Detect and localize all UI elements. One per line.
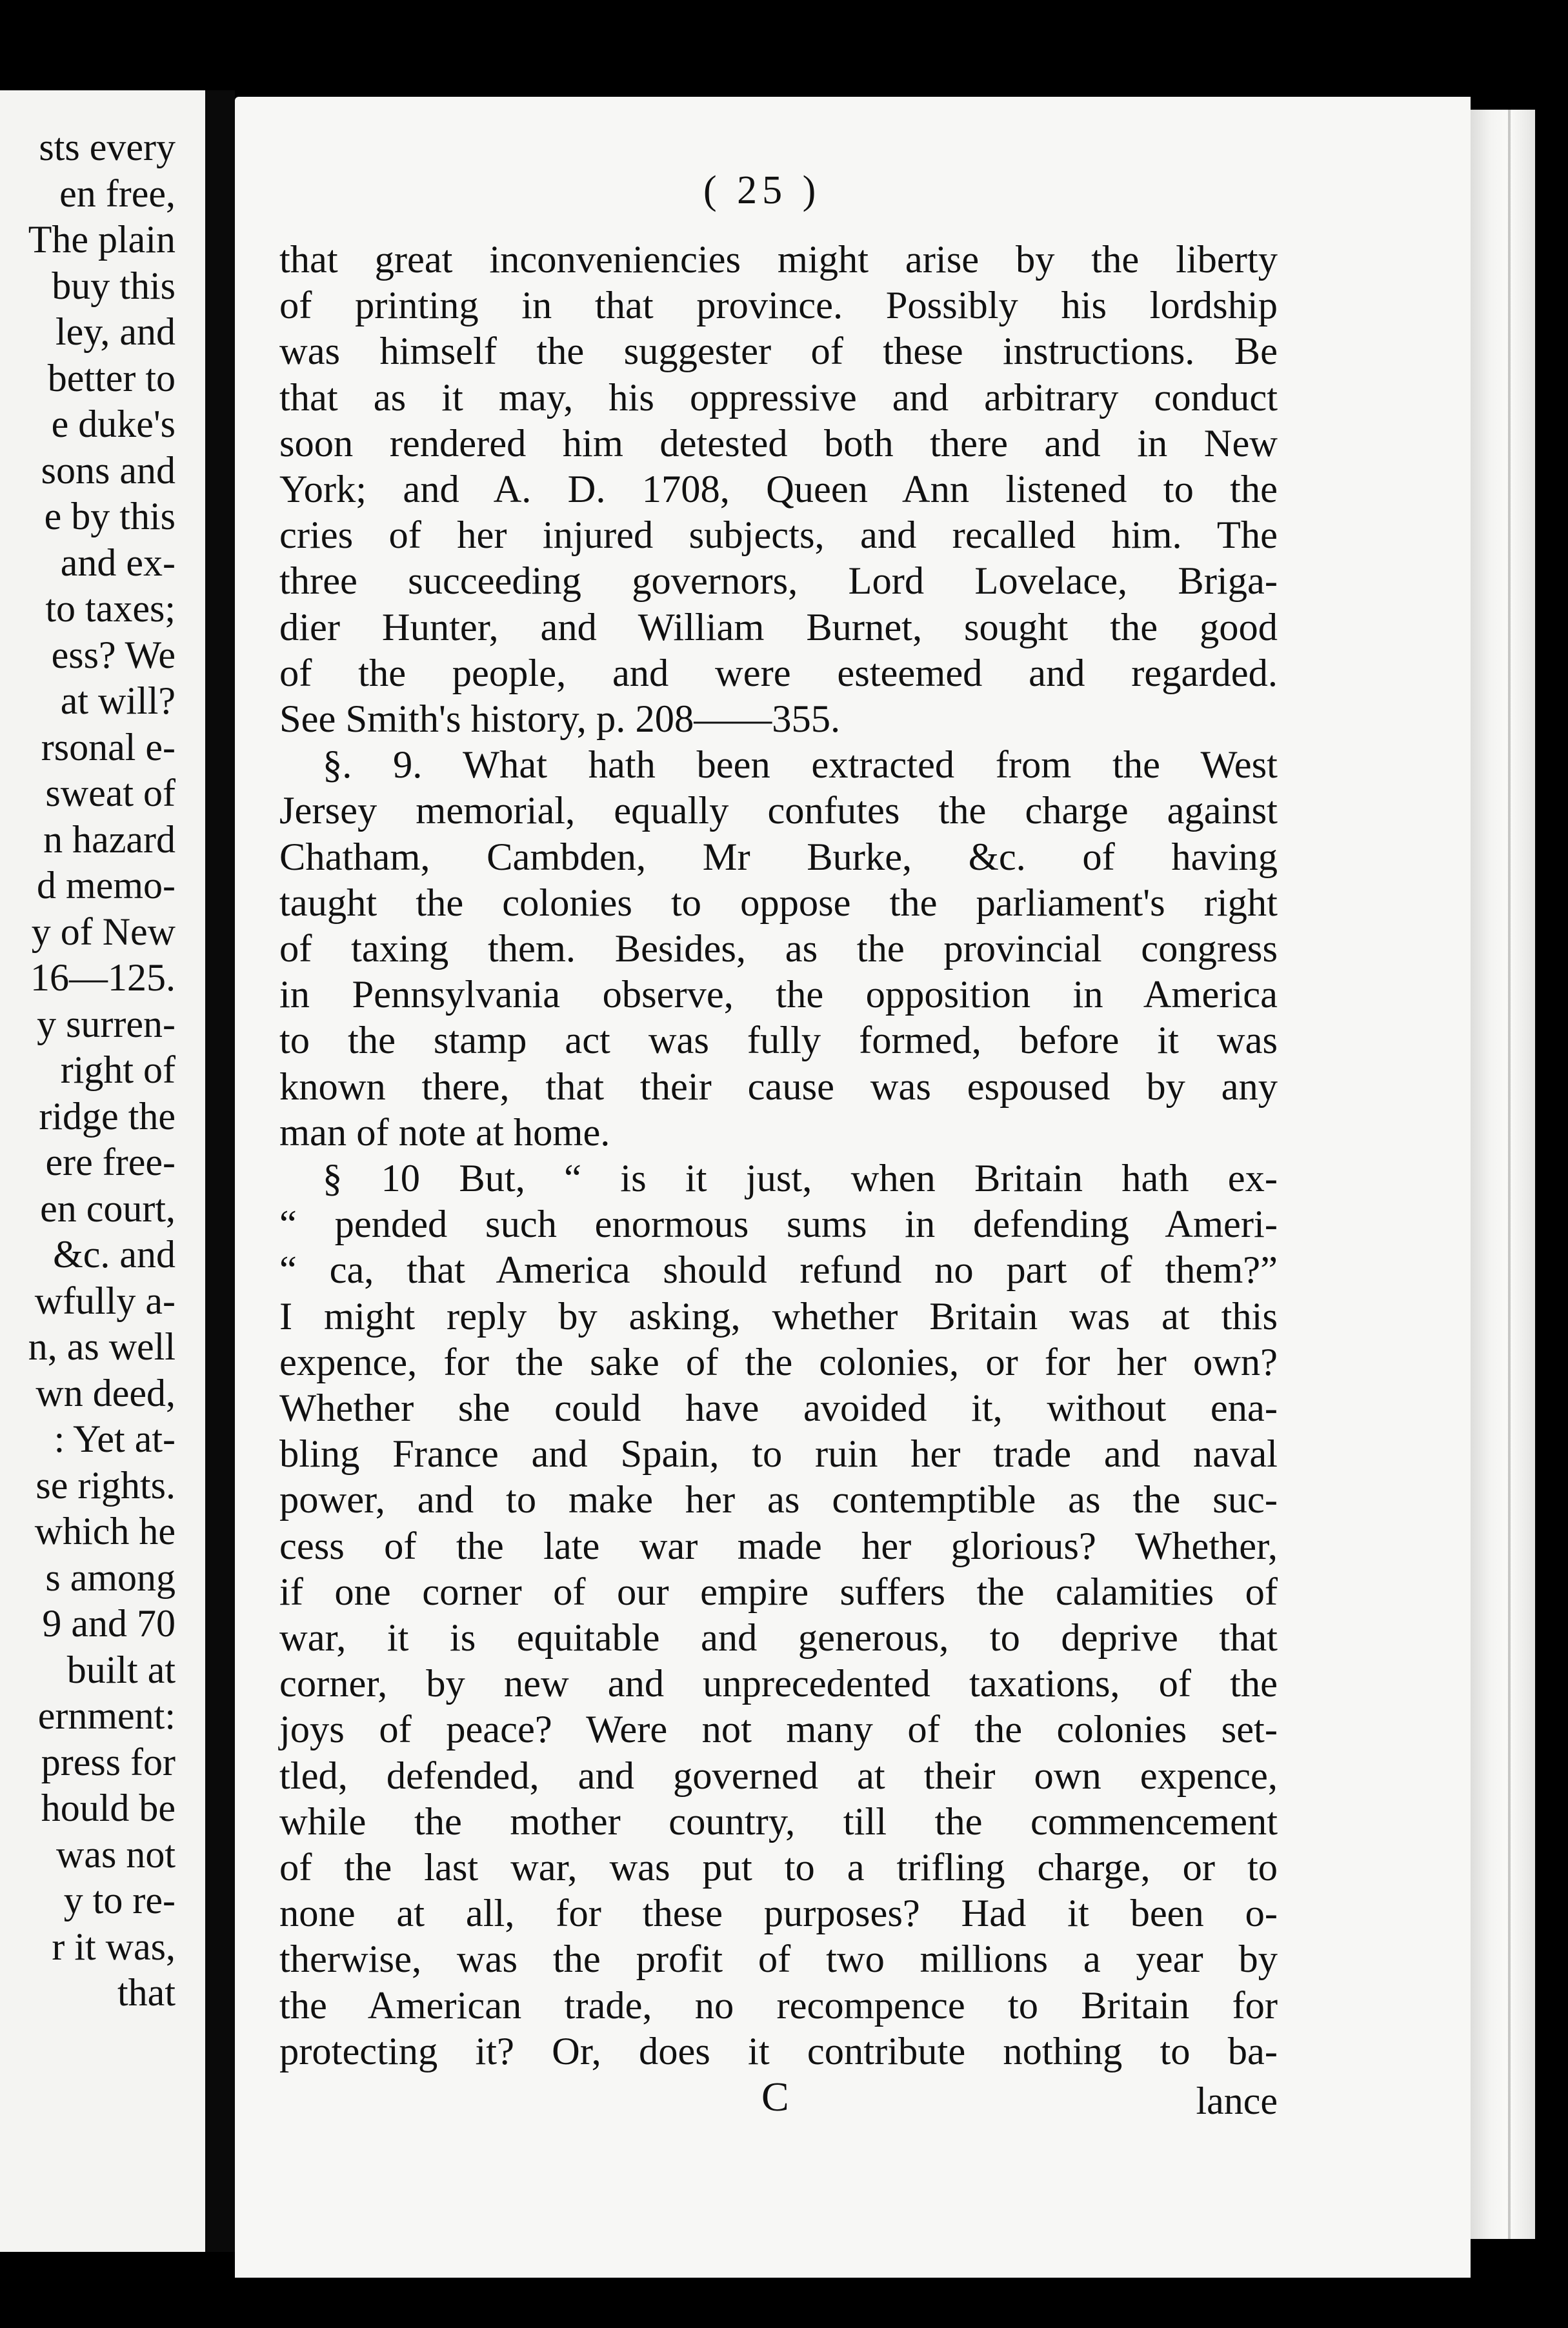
left-page-line: s among xyxy=(45,1556,176,1599)
text-line: while the mother country, till the commencement xyxy=(279,1800,1278,1843)
text-line: taught the colonies to oppose the parliament's right xyxy=(279,881,1278,925)
left-page-line: wfully a- xyxy=(34,1279,176,1322)
left-page-line: The plain xyxy=(28,218,176,261)
left-page-line: e duke's xyxy=(51,403,176,445)
text-line: of printing in that province. Possibly his lordship xyxy=(279,284,1278,328)
text-line: war, it is equitable and generous, to deprive that xyxy=(279,1616,1278,1660)
left-page-line: hould be xyxy=(41,1787,176,1829)
text-line: York; and A. D. 1708, Queen Ann listened to the xyxy=(279,468,1278,511)
text-line: three succeeding governors, Lord Lovelace, Briga- xyxy=(279,559,1278,603)
text-line: corner, by new and unprecedented taxations, of the xyxy=(279,1662,1278,1706)
left-page-line: built at xyxy=(66,1648,176,1691)
text-line: none at all, for these purposes? Had it been o- xyxy=(279,1892,1278,1936)
left-page-line: to taxes; xyxy=(45,587,176,630)
left-page-line: ley, and xyxy=(55,310,176,353)
left-page-line: that xyxy=(117,1971,176,2014)
text-line: tled, defended, and governed at their own expence, xyxy=(279,1754,1278,1798)
left-page xyxy=(0,90,205,2252)
text-line: that great inconveniencies might arise by the liberty xyxy=(279,238,1278,281)
text-line: power, and to make her as contemptible as the suc- xyxy=(279,1478,1278,1522)
text-line: cess of the late war made her glorious? Whether, xyxy=(279,1524,1278,1568)
text-line: See Smith's history, p. 208——355. xyxy=(279,697,841,741)
left-page-line: se rights. xyxy=(35,1463,176,1507)
text-line: known there, that their cause was espoused by any xyxy=(279,1065,1278,1109)
left-page-line: 9 and 70 xyxy=(42,1602,176,1645)
text-line: to the stamp act was fully formed, before it was xyxy=(279,1019,1278,1063)
text-line: of taxing them. Besides, as the provincial congress xyxy=(279,927,1278,970)
left-page-line: wn deed, xyxy=(35,1371,176,1414)
left-page-line: sons and xyxy=(41,448,176,492)
text-line: therwise, was the profit of two millions a year by xyxy=(279,1938,1278,1982)
book-gutter xyxy=(205,90,235,2252)
left-page-line: sweat of xyxy=(45,772,176,814)
left-page-line: &c. and xyxy=(53,1233,176,1276)
left-page-line: r it was, xyxy=(52,1925,176,1968)
catchword: lance xyxy=(1196,2080,1278,2122)
text-line: dier Hunter, and William Burnet, sought the good xyxy=(279,605,1278,649)
left-page-line: at will? xyxy=(60,679,176,722)
signature-mark: C xyxy=(761,2074,789,2120)
text-line: “ ca, that America should refund no part of them?” xyxy=(279,1249,1278,1292)
page-footer xyxy=(761,2076,1278,2128)
left-page-line: ess? We xyxy=(51,633,176,676)
left-page-line: en free, xyxy=(59,172,176,215)
text-line: Chatham, Cambden, Mr Burke, &c. of having xyxy=(279,835,1278,879)
text-line: § 10 But, “ is it just, when Britain hath ex- xyxy=(323,1157,1278,1200)
text-line: bling France and Spain, to ruin her trade and naval xyxy=(279,1432,1278,1476)
left-page-line: and ex- xyxy=(60,541,176,584)
left-page-line: y surren- xyxy=(37,1002,176,1045)
left-page-line: right of xyxy=(60,1049,176,1091)
left-page-line: sts every xyxy=(39,126,176,168)
text-line: joys of peace? Were not many of the colonies set- xyxy=(279,1708,1278,1752)
left-page-line: which he xyxy=(34,1510,176,1552)
text-line: §. 9. What hath been extracted from the West xyxy=(323,743,1278,787)
text-line: “ pended such enormous sums in defending Ameri- xyxy=(279,1203,1278,1247)
left-page-line: was not xyxy=(56,1832,176,1876)
text-line: Jersey memorial, equally confutes the charge against xyxy=(279,789,1278,833)
text-line: if one corner of our empire suffers the calamities of xyxy=(279,1570,1278,1614)
left-page-line: n hazard xyxy=(43,818,176,861)
left-page-line: ridge the xyxy=(39,1094,176,1138)
text-line: the American trade, no recompence to Britain for xyxy=(279,1983,1278,2027)
left-page-line: rsonal e- xyxy=(41,725,176,768)
text-line: in Pennsylvania observe, the opposition in America xyxy=(279,973,1278,1017)
text-line: of the last war, was put to a trifling charge, or to xyxy=(279,1846,1278,1889)
page-number: ( 25 ) xyxy=(703,168,821,212)
text-line: was himself the suggester of these instructions. Be xyxy=(279,330,1278,374)
text-line: soon rendered him detested both there and in New xyxy=(279,421,1278,465)
text-line: that as it may, his oppressive and arbitrary conduct xyxy=(279,376,1278,419)
left-page-line: n, as well xyxy=(28,1325,176,1368)
left-page-line: y of New xyxy=(31,910,176,953)
left-page-line: : Yet at- xyxy=(54,1418,176,1460)
left-page-line: ere free- xyxy=(45,1141,176,1183)
left-page-line: 16—125. xyxy=(30,956,176,999)
text-line: Whether she could have avoided it, without ena- xyxy=(279,1387,1278,1430)
page-edge xyxy=(1471,110,1535,2239)
left-page-line: e by this xyxy=(44,495,176,537)
left-page-line: better to xyxy=(47,356,176,399)
left-page-line: press for xyxy=(41,1740,176,1783)
text-line: expence, for the sake of the colonies, or for her own? xyxy=(279,1340,1278,1384)
left-page-line: ernment: xyxy=(37,1694,176,1737)
left-page-line: buy this xyxy=(52,264,176,307)
text-line: man of note at home. xyxy=(279,1110,610,1154)
text-line: cries of her injured subjects, and recalled him. The xyxy=(279,514,1278,557)
text-line: of the people, and were esteemed and regarded. xyxy=(279,651,1278,695)
left-page-line: y to re- xyxy=(63,1879,176,1922)
left-page-line: d memo- xyxy=(37,864,176,907)
text-line: I might reply by asking, whether Britain was at this xyxy=(279,1294,1278,1338)
left-page-line: en court, xyxy=(40,1187,176,1230)
text-line: protecting it? Or, does it contribute nothing to ba- xyxy=(279,2029,1278,2073)
